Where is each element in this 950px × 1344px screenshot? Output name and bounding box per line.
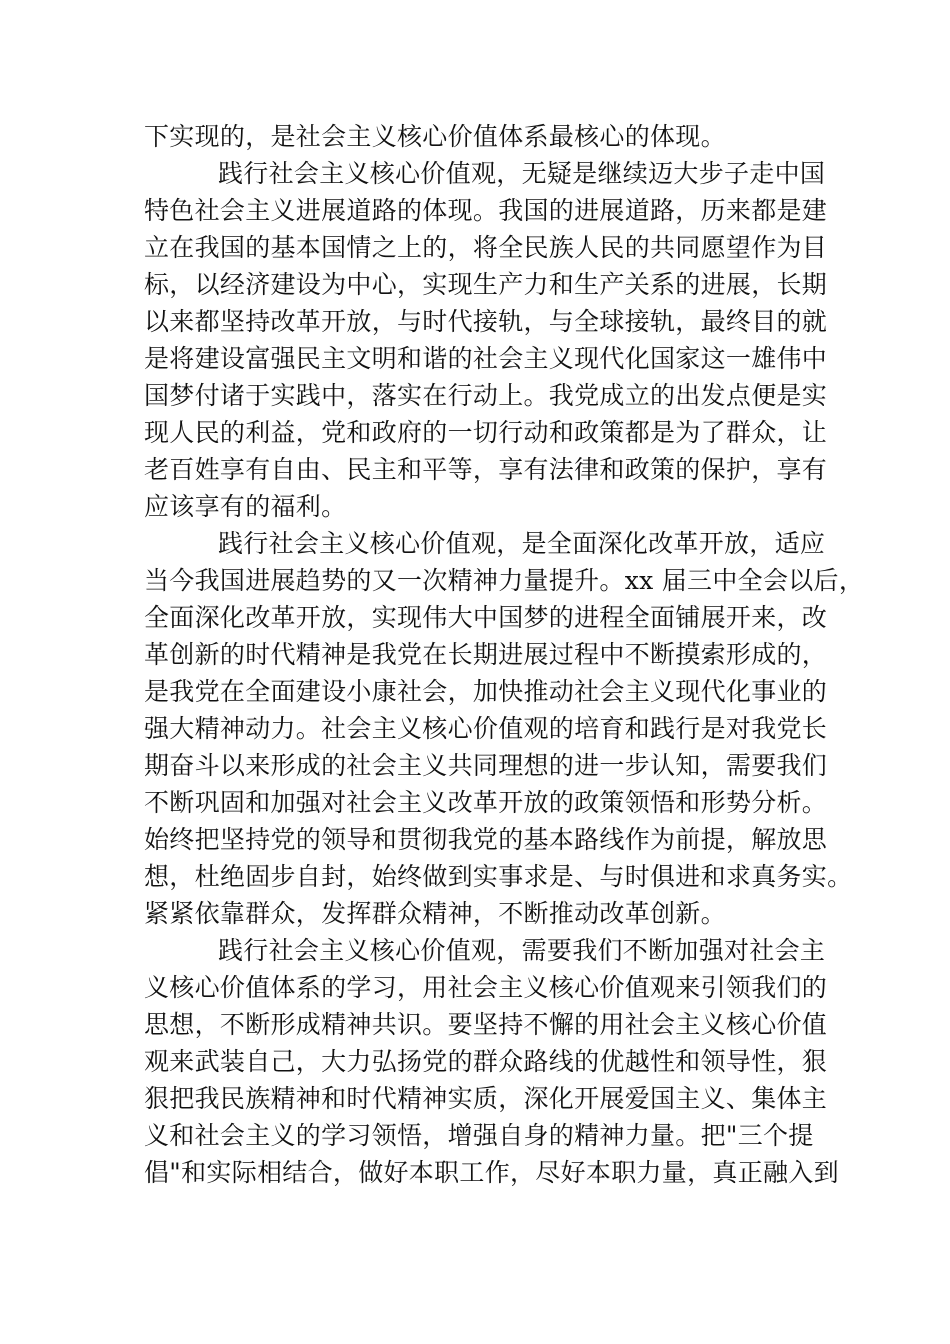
text-line: 应该享有的福利。 [144, 492, 347, 521]
text-line: 期奋斗以来形成的社会主义共同理想的进一步认知，需要我们 [144, 751, 828, 780]
paragraph-start-line: 践行社会主义核心价值观，无疑是继续迈大步子走中国 [218, 159, 826, 188]
text-line: 思想，不断形成精神共识。要坚持不懈的用社会主义核心价值 [144, 1010, 828, 1039]
text-line: 是我党在全面建设小康社会，加快推动社会主义现代化事业的 [144, 677, 828, 706]
text-line: 是将建设富强民主文明和谐的社会主义现代化国家这一雄伟中 [144, 344, 828, 373]
text-line: 老百姓享有自由、民主和平等，享有法律和政策的保护，享有 [144, 455, 828, 484]
text-line: 当今我国进展趋势的又一次精神力量提升。xx 届三中全会以后， [144, 566, 865, 595]
text-line: 国梦付诸于实践中，落实在行动上。我党成立的出发点便是实 [144, 381, 828, 410]
text-line: 现人民的利益，党和政府的一切行动和政策都是为了群众，让 [144, 418, 828, 447]
paragraph-start-line: 践行社会主义核心价值观，需要我们不断加强对社会主 [218, 936, 826, 965]
text-line: 紧紧依靠群众，发挥群众精神，不断推动改革创新。 [144, 899, 726, 928]
text-line: 始终把坚持党的领导和贯彻我党的基本路线作为前提，解放思 [144, 825, 828, 854]
paragraph-start-line: 践行社会主义核心价值观，是全面深化改革开放，适应 [218, 529, 826, 558]
text-line: 强大精神动力。社会主义核心价值观的培育和践行是对我党长 [144, 714, 828, 743]
text-line: 不断巩固和加强对社会主义改革开放的政策领悟和形势分析。 [144, 788, 828, 817]
text-line: 狠把我民族精神和时代精神实质，深化开展爱国主义、集体主 [144, 1084, 828, 1113]
text-line: 倡"和实际相结合，做好本职工作，尽好本职力量，真正融入到 [144, 1158, 839, 1187]
text-line: 立在我国的基本国情之上的，将全民族人民的共同愿望作为目 [144, 233, 828, 262]
text-line: 特色社会主义进展道路的体现。我国的进展道路，历来都是建 [144, 196, 828, 225]
body-text [144, 118, 865, 1191]
text-line: 下实现的，是社会主义核心价值体系最核心的体现。 [144, 122, 726, 151]
text-line: 想，杜绝固步自封，始终做到实事求是、与时俱进和求真务实。 [144, 862, 853, 891]
text-line: 标，以经济建设为中心，实现生产力和生产关系的进展，长期 [144, 270, 828, 299]
text-line: 观来武装自己，大力弘扬党的群众路线的优越性和领导性，狠 [144, 1047, 828, 1076]
text-line: 义和社会主义的学习领悟，增强自身的精神力量。把"三个提 [144, 1121, 814, 1150]
text-line: 全面深化改革开放，实现伟大中国梦的进程全面铺展开来，改 [144, 603, 828, 632]
text-line: 革创新的时代精神是我党在长期进展过程中不断摸索形成的， [144, 640, 828, 669]
text-line: 以来都坚持改革开放，与时代接轨，与全球接轨，最终目的就 [144, 307, 828, 336]
text-line: 义核心价值体系的学习，用社会主义核心价值观来引领我们的 [144, 973, 828, 1002]
